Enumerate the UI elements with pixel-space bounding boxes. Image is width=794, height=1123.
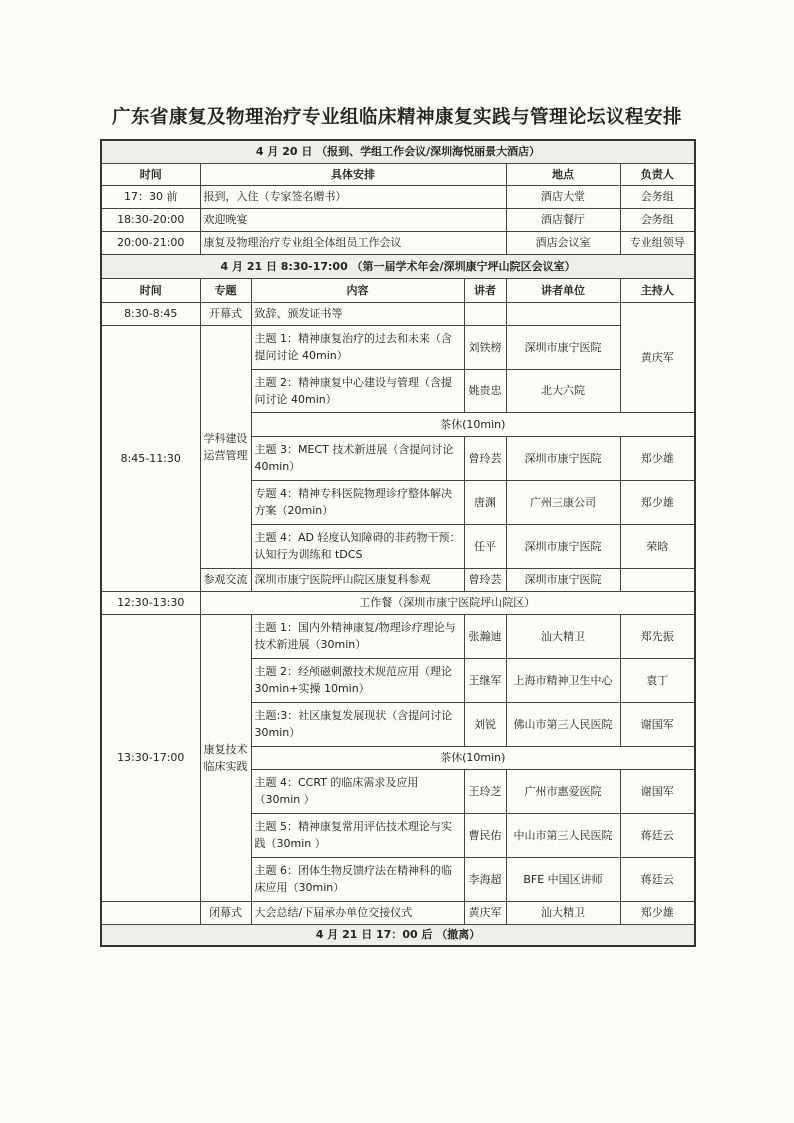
row-place: 酒店会议室 [506, 231, 620, 254]
row-topic: 开幕式 [200, 302, 251, 325]
header-place: 地点 [506, 163, 620, 185]
header-arrangement: 具体安排 [200, 163, 506, 185]
table-row [101, 901, 695, 924]
row-owner: 会务组 [620, 208, 695, 231]
page-title: 广东省康复及物理治疗专业组临床精神康复实践与管理论坛议程安排 [111, 107, 682, 128]
row-speaker: 刘铁榜 [464, 325, 506, 369]
row-org: BFE 中国区讲师 [506, 857, 620, 901]
header-topic: 专题 [200, 278, 251, 302]
header-host: 主持人 [620, 278, 695, 302]
row-host: 郑少雄 [620, 480, 695, 524]
end-band: 4 月 21 日 17：00 后 （撤离） [101, 924, 695, 946]
row-content: 主题 4：CCRT 的临床需求及应用（30min ） [251, 769, 464, 813]
row-time: 13:30-17:00 [101, 614, 200, 901]
row-content: 大会总结/下届承办单位交接仪式 [251, 901, 464, 924]
row-host: 谢国军 [620, 702, 695, 746]
row-item: 康复及物理治疗专业组全体组员工作会议 [200, 231, 506, 254]
day1-band-row [101, 140, 695, 163]
row-org: 深圳市康宁医院 [506, 568, 620, 591]
row-host: 袁丁 [620, 658, 695, 702]
row-place: 酒店餐厅 [506, 208, 620, 231]
row-content: 深圳市康宁医院坪山院区康复科参观 [251, 568, 464, 591]
row-host: 蒋廷云 [620, 857, 695, 901]
table-row [101, 302, 695, 325]
row-content: 主题 2：精神康复中心建设与管理（含提问讨论 40min） [251, 369, 464, 412]
row-org [506, 302, 620, 325]
row-topic: 学科建设运营管理 [200, 325, 251, 568]
row-host: 谢国军 [620, 769, 695, 813]
table-row [101, 208, 695, 231]
day2-band: 4 月 21 日 8:30-17:00 （第一届学术年会/深圳康宁坪山院区会议室） [101, 254, 695, 278]
row-org: 汕大精卫 [506, 614, 620, 658]
row-speaker: 唐渊 [464, 480, 506, 524]
row-speaker: 任平 [464, 524, 506, 568]
lunch-row [101, 591, 695, 614]
table-row [101, 231, 695, 254]
row-content: 专题 4：精神专科医院物理诊疗整体解决方案（20min） [251, 480, 464, 524]
row-topic: 闭幕式 [200, 901, 251, 924]
row-speaker: 刘锐 [464, 702, 506, 746]
row-place: 酒店大堂 [506, 185, 620, 208]
tea-break: 茶休(10min) [251, 746, 695, 769]
row-org: 深圳市康宁医院 [506, 436, 620, 480]
row-time: 8:45-11:30 [101, 325, 200, 591]
row-content: 主题 4：AD 轻度认知障碍的非药物干预：认知行为训练和 tDCS [251, 524, 464, 568]
row-speaker: 曾玲芸 [464, 568, 506, 591]
row-item: 欢迎晚宴 [200, 208, 506, 231]
header-org: 讲者单位 [506, 278, 620, 302]
row-topic: 康复技术临床实践 [200, 614, 251, 901]
row-host: 郑少雄 [620, 901, 695, 924]
row-item: 报到，入住（专家签名赠书） [200, 185, 506, 208]
day1-header-row [101, 163, 695, 185]
header-content: 内容 [251, 278, 464, 302]
row-content: 主题 3：MECT 技术新进展（含提问讨论 40min） [251, 436, 464, 480]
row-content: 致辞、颁发证书等 [251, 302, 464, 325]
table-row [101, 185, 695, 208]
row-speaker: 王继军 [464, 658, 506, 702]
row-org: 广州市惠爱医院 [506, 769, 620, 813]
tea-break: 茶休(10min) [251, 412, 695, 436]
row-org: 深圳市康宁医院 [506, 325, 620, 369]
header-owner: 负责人 [620, 163, 695, 185]
table-row [101, 325, 695, 369]
row-org: 佛山市第三人民医院 [506, 702, 620, 746]
row-time: 18:30-20:00 [101, 208, 200, 231]
row-speaker [464, 302, 506, 325]
row-org: 上海市精神卫生中心 [506, 658, 620, 702]
row-time: 20:00-21:00 [101, 231, 200, 254]
row-org: 中山市第三人民医院 [506, 813, 620, 857]
row-speaker: 黄庆军 [464, 901, 506, 924]
row-content: 主题:3：社区康复发展现状（含提问讨论 30min） [251, 702, 464, 746]
day2-band-row [101, 254, 695, 278]
day1-band: 4 月 20 日 （报到、学组工作会议/深圳海悦丽景大酒店） [101, 140, 695, 163]
row-host: 荣晗 [620, 524, 695, 568]
row-owner: 会务组 [620, 185, 695, 208]
header-speaker: 讲者 [464, 278, 506, 302]
row-speaker: 曾玲芸 [464, 436, 506, 480]
row-time: 17：30 前 [101, 185, 200, 208]
row-content: 主题 6：团体生物反馈疗法在精神科的临床应用（30min） [251, 857, 464, 901]
row-content: 主题 2：经颅磁刺激技术规范应用（理论 30min+实操 10min） [251, 658, 464, 702]
agenda-table [100, 139, 696, 947]
row-org: 深圳市康宁医院 [506, 524, 620, 568]
row-speaker: 曹民佑 [464, 813, 506, 857]
header-time: 时间 [101, 278, 200, 302]
row-host: 黄庆军 [620, 302, 695, 412]
row-host: 郑少雄 [620, 436, 695, 480]
row-time [101, 901, 200, 924]
table-row [101, 614, 695, 658]
row-content: 主题 1：精神康复治疗的过去和未来（含提问讨论 40min） [251, 325, 464, 369]
end-band-row [101, 924, 695, 946]
row-speaker: 张瀚迪 [464, 614, 506, 658]
lunch-content: 工作餐（深圳市康宁医院坪山院区） [200, 591, 695, 614]
row-content: 主题 1：国内外精神康复/物理诊疗理论与技术新进展（30min） [251, 614, 464, 658]
row-speaker: 李海超 [464, 857, 506, 901]
row-org: 汕大精卫 [506, 901, 620, 924]
row-host [620, 568, 695, 591]
row-speaker: 姚贵忠 [464, 369, 506, 412]
row-org: 北大六院 [506, 369, 620, 412]
row-host: 郑先振 [620, 614, 695, 658]
row-content: 主题 5：精神康复常用评估技术理论与实践（30min ） [251, 813, 464, 857]
header-time: 时间 [101, 163, 200, 185]
row-speaker: 王玲芝 [464, 769, 506, 813]
day2-header-row [101, 278, 695, 302]
row-owner: 专业组领导 [620, 231, 695, 254]
row-time: 12:30-13:30 [101, 591, 200, 614]
row-host: 蒋廷云 [620, 813, 695, 857]
row-time: 8:30-8:45 [101, 302, 200, 325]
row-topic: 参观交流 [200, 568, 251, 591]
row-org: 广州三康公司 [506, 480, 620, 524]
